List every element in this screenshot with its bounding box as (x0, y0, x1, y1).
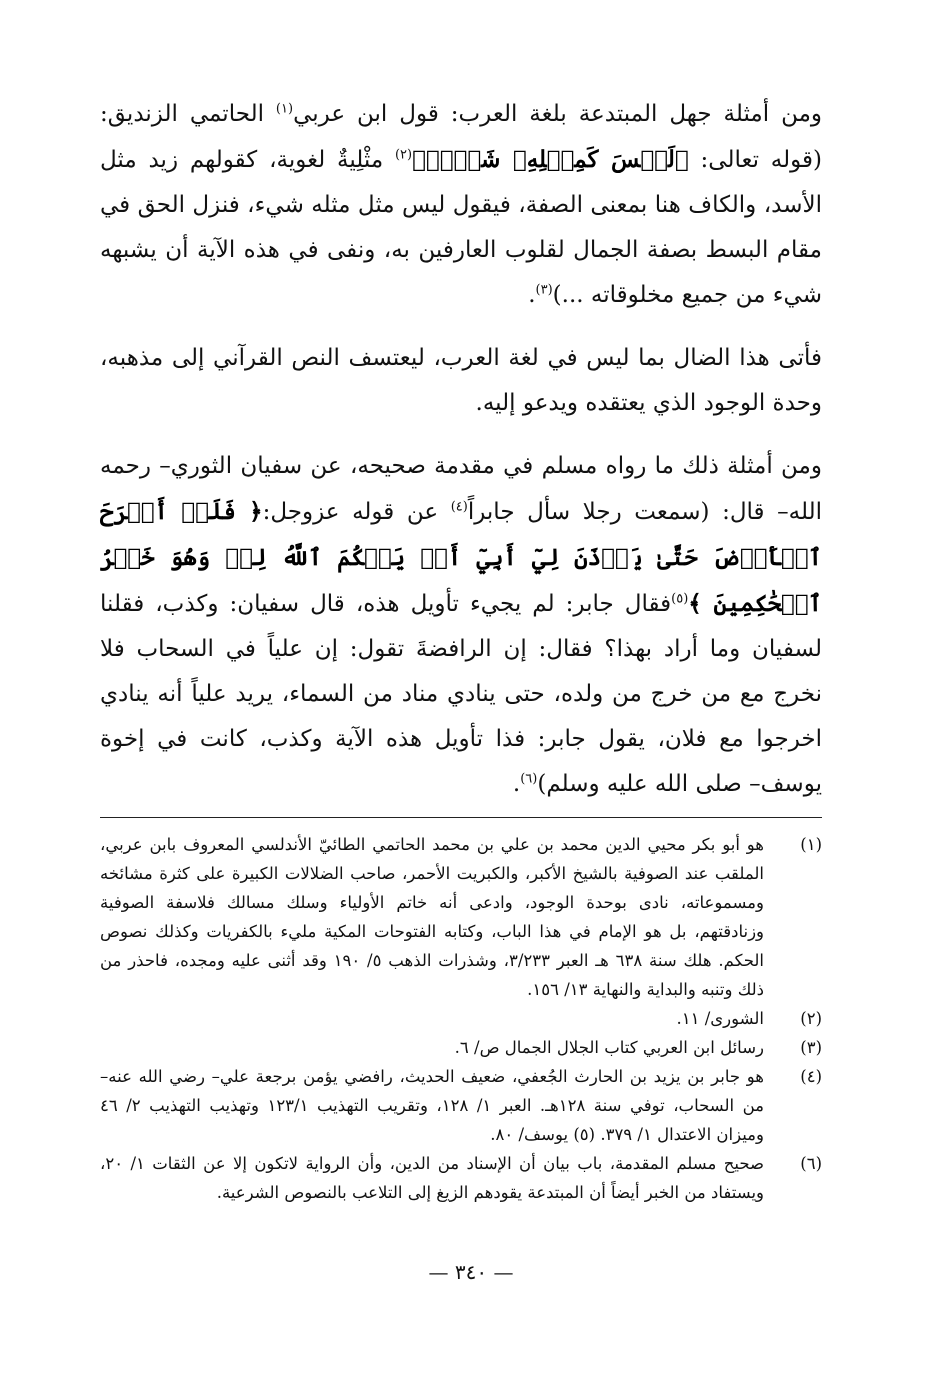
paragraph-muslim-narration (100, 444, 822, 807)
footnote-ref-3[interactable]: (٣) (535, 282, 553, 298)
footnote-item (100, 1062, 822, 1149)
paragraph-text: مثْلِيةٌ لغوية، كقولهم زيد مثل الأسد، والكاف هنا بمعنى الصفة، فيقول ليس مثل مثله شيء، فنزل الحق في مقام البسط بصفة الجمال لقلوب العارفين به، ونفى في هذه الآية أن يشبهه شيء من جميع مخلوقاته ...) (100, 147, 822, 308)
page-body (100, 92, 822, 1207)
footnote-ref-4[interactable]: (٤) (450, 499, 468, 515)
footnote-number: (١) (800, 835, 822, 854)
paragraph-text: ومن أمثلة ذلك ما رواه مسلم في مقدمة صحيحه، عن سفيان الثوري– رحمه الله– قال: (سمعت رجلا سأل جابراً (100, 453, 822, 525)
footnote-number: (٦) (800, 1154, 822, 1173)
footnote-text: رسائل ابن العربي كتاب الجلال الجمال ص/ ٦. (454, 1038, 764, 1057)
footnote-ref-6[interactable]: (٦) (520, 771, 538, 787)
footnote-ref-5[interactable]: (٥) (671, 591, 689, 607)
footnote-item (100, 1033, 822, 1062)
paragraph-end: . (512, 771, 521, 797)
footnotes (100, 830, 822, 1207)
quran-verse: ﴿ فَلَنۡ أَبۡرَحَ ٱلۡأَرۡضَ حَتَّىٰ يَأۡذَنَ لِيٓ أَبِيٓ أَوۡ يَحۡكُمَ ٱللَّهُ لِيۖ وَهُوَ خَيۡرُ ٱلۡحَٰكِمِينَ ﴾ (100, 498, 822, 617)
footnote-item (100, 830, 822, 1004)
footnote-text: هو جابر بن يزيد بن الحارث الجُعفي، ضعيف الحديث، رافضي يؤمن برجعة علي– رضي الله عنه– من السحاب، توفي سنة ١٢٨هـ. العبر ١/ ١٢٨، وتقريب التهذيب ١٢٣/١ وتهذيب التهذيب ٢/ ٤٦ وميزان الاعتدال ١/ ٣٧٩. (٥) يوسف/ ٨٠. (100, 1067, 764, 1144)
footnote-text: الشورى/ ١١. (676, 1009, 764, 1028)
page-number: — ٣٤٠ — (428, 1260, 514, 1284)
footnote-text: صحيح مسلم المقدمة، باب بيان أن الإسناد من الدين، وأن الرواية لاتكون إلا عن الثقات ١/ ٢٠، ويستفاد من الخبر أيضاً أن المبتدعة يقودهم الزيغ إلى التلاعب بالنصوص الشرعية. (100, 1154, 764, 1202)
footnote-item (100, 1149, 822, 1207)
paragraph-text: فقال جابر: لم يجيء تأويل هذه، قال سفيان: وكذب، فقلنا لسفيان وما أراد بهذا؟ فقال: إن الرافضةَ تقول: إن علياً في السحاب فلا نخرج مع من خرج من ولده، حتى ينادي مناد من السماء، يريد علياً أنه ينادي اخرجوا مع فلان، يقول جابر: فذا تأويل هذه الآية وكذب، كانت في إخوة يوسف– صلى الله عليه وسلم) (100, 591, 822, 797)
footnote-number: (٢) (800, 1009, 822, 1028)
paragraph-end: . (528, 282, 536, 308)
paragraph-text: عن قوله عزوجل: (262, 499, 451, 525)
footnote-divider (100, 817, 822, 818)
paragraph-commentary: فأتى هذا الضال بما ليس في لغة العرب، ليعتسف النص القرآني إلى مذهبه، وحدة الوجود الذي يعتقده ويدعو إليه. (100, 345, 822, 416)
footnote-text: هو أبو بكر محيي الدين محمد بن علي بن محمد الحاتمي الطائيّ الأندلسي المعروف بابن عربي، الملقب عند الصوفية بالشيخ الأكبر، والكبريت الأحمر، صاحب الضلالات الكبيرة على كثرة مشائخه ومسموعاته، نادى بوحدة الوجود، وادعى أنه خاتم الأولياء وسلك مسالك فلاسفة الصوفية وزنادقتهم، بل هو الإمام في هذا الباب، وكتابه الفتوحات المكية مليء بالكفريات وكذلك نصوص الحكم. هلك سنة ٦٣٨ هـ العبر ٣/٢٣٣، وشذرات الذهب ٥/ ١٩٠ وقد أثنى عليه ومجده، فاحذر من ذلك وتنبه والبداية والنهاية ١٣/ ١٥٦. (100, 835, 764, 999)
footnote-number: (٣) (800, 1038, 822, 1057)
paragraph-ibn-arabi (100, 92, 822, 318)
paragraph-text: الحاتمي الزنديق: (قوله تعالى: (100, 101, 822, 173)
paragraph-text: ومن أمثلة جهل المبتدعة بلغة العرب: قول ابن عربي (293, 101, 822, 127)
quran-verse: ﴿لَيۡسَ كَمِثۡلِهِۦ شَيۡءٞ﴾ (412, 146, 689, 173)
footnote-number: (٤) (800, 1067, 822, 1086)
footnote-ref-2[interactable]: (٢) (394, 147, 413, 163)
footnote-ref-1[interactable]: (١) (275, 101, 294, 117)
footnote-item (100, 1004, 822, 1033)
